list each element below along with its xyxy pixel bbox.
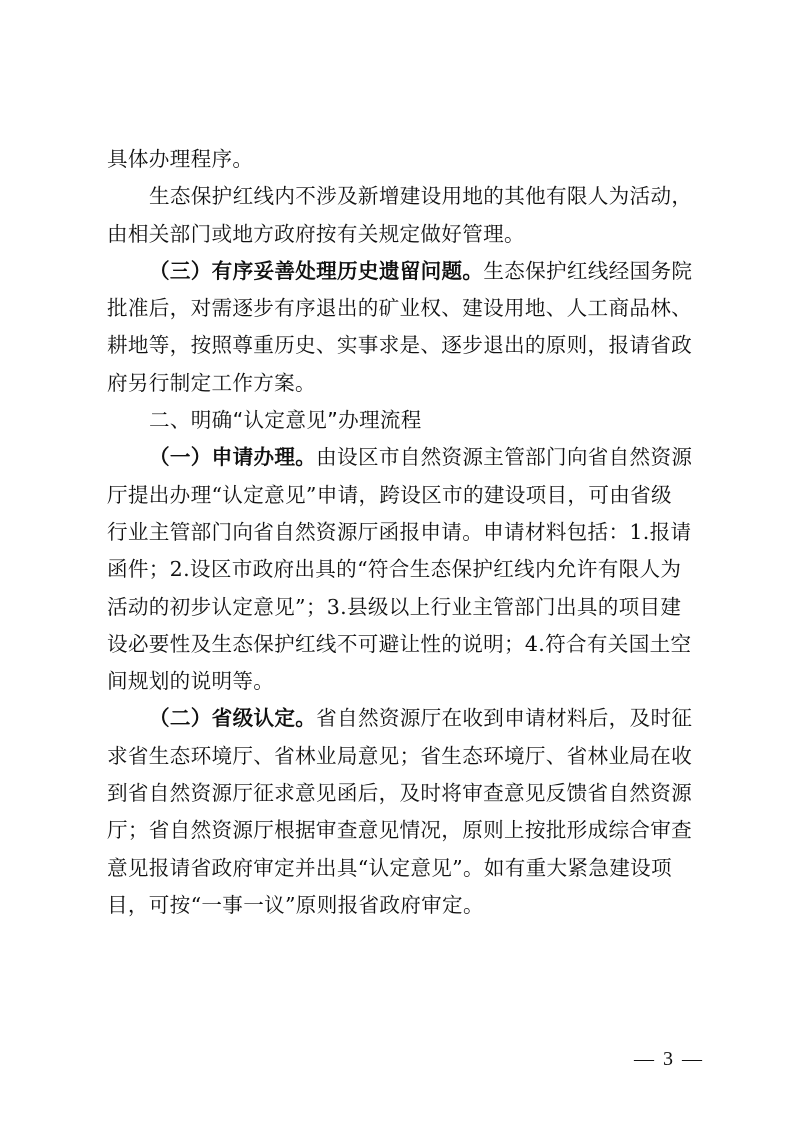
paragraph-first-line bbox=[107, 253, 697, 290]
subsection-heading: （一）申请办理。 bbox=[149, 445, 317, 470]
text-run: 生态保护红线经国务院 bbox=[483, 258, 693, 283]
text-line: 目，可按“一事一议”原则报省政府审定。 bbox=[107, 892, 484, 917]
text-line: 求省生态环境厅、省林业局意见；省生态环境厅、省林业局在收 bbox=[107, 743, 693, 768]
text-line: 函件；2.设区市政府出具的“符合生态保护红线内允许有限人为 bbox=[107, 557, 682, 582]
text-run: 省自然资源厅在收到申请材料后，及时征 bbox=[316, 706, 693, 731]
page-number: — 3 — bbox=[634, 1048, 704, 1070]
text-run: 由设区市自然资源主管部门向省自然资源 bbox=[316, 445, 693, 470]
text-line: 活动的初步认定意见”；3.县级以上行业主管部门出具的项目建 bbox=[107, 594, 682, 619]
text-line: 由相关部门或地方政府按有关规定做好管理。 bbox=[107, 221, 525, 246]
section-title: 二、明确“认定意见”办理流程 bbox=[149, 408, 422, 433]
text-line: 生态保护红线内不涉及新增建设用地的其他有限人为活动， bbox=[149, 184, 693, 209]
document-page bbox=[107, 141, 697, 924]
text-line: 厅提出办理“认定意见”申请，跨设区市的建设项目，可由省级 bbox=[107, 482, 672, 507]
text-line: 意见报请省政府审定并出具“认定意见”。如有重大紧急建设项 bbox=[107, 855, 672, 880]
text-line: 到省自然资源厅征求意见函后，及时将审查意见反馈省自然资源 bbox=[107, 781, 693, 806]
paragraph-first-line bbox=[107, 700, 697, 737]
text-line: 具体办理程序。 bbox=[107, 147, 254, 171]
text-line: 批准后，对需逐步有序退出的矿业权、建设用地、人工商品林、 bbox=[107, 296, 693, 321]
paragraph-first-line bbox=[107, 439, 697, 476]
text-line: 间规划的说明等。 bbox=[107, 669, 275, 694]
text-line: 行业主管部门向省自然资源厅函报申请。申请材料包括：1.报请 bbox=[107, 519, 692, 544]
text-line: 设必要性及生态保护红线不可避让性的说明；4.符合有关国土空 bbox=[107, 631, 692, 656]
subsection-heading: （二）省级认定。 bbox=[149, 706, 317, 731]
text-line: 厅；省自然资源厅根据审查意见情况，原则上按批形成综合审查 bbox=[107, 818, 693, 843]
text-line: 府另行制定工作方案。 bbox=[107, 370, 316, 395]
subsection-heading: （三）有序妥善处理历史遗留问题。 bbox=[149, 258, 484, 283]
text-line: 耕地等，按照尊重历史、实事求是、逐步退出的原则，报请省政 bbox=[107, 333, 693, 358]
